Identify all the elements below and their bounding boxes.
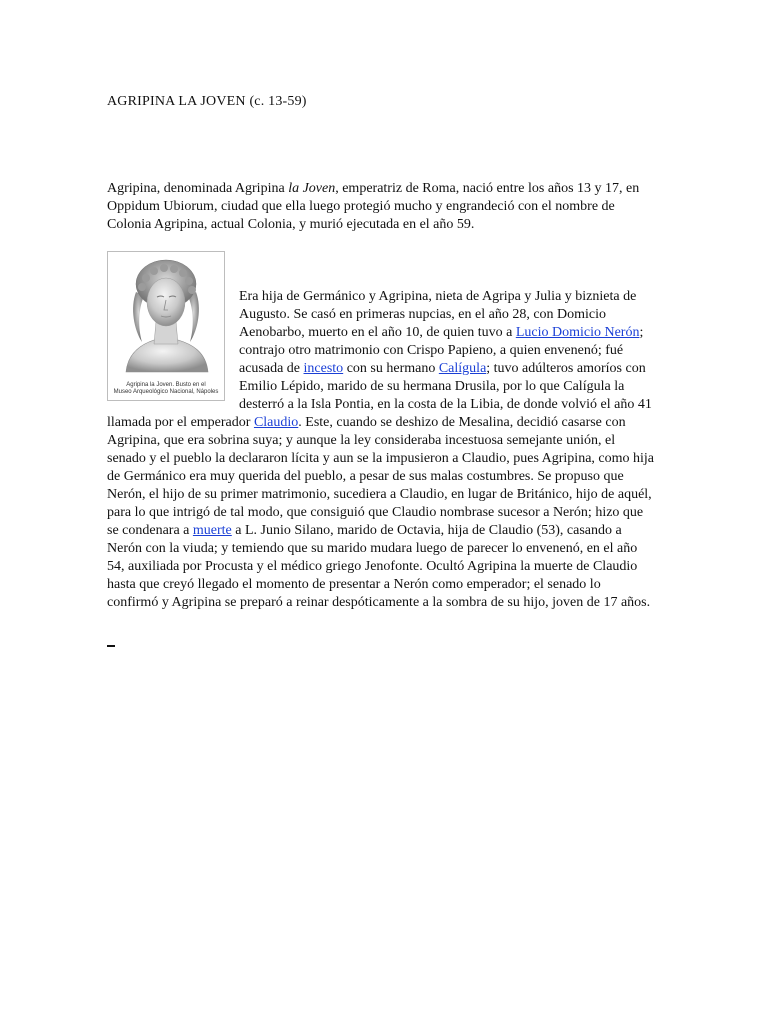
bust-figure xyxy=(107,251,225,401)
biography-section xyxy=(107,251,655,612)
body-text-2: ; contrajo otro matrimonio con Crispo Papieno, a quien envenenó; fué acusada de xyxy=(239,325,644,376)
body-text-5: . Este, cuando se deshizo de Mesalina, decidió casarse con Agripina, que era sobrina suya; y aunque la ley consideraba incestuosa semejante unión, el senado y el pueblo la declararon lícita y aun se la impusieron a Claudio, pues Agripina, como hija de Germánico era muy querida del pueblo, a pesar de sus malas costumbres. Se propuso que Nerón, el hijo de su primer matrimonio, sucediera a Claudio, en lugar de Británico, hijo de aquél, para lo que intrigó de tal modo, que consiguió que Claudio nombrase sucesor a Nerón; hizo que se condenara a xyxy=(107,415,655,538)
caption-line-1: Agripina la Joven. Busto en el xyxy=(126,382,206,388)
link-claudio[interactable]: Claudio xyxy=(253,415,299,430)
intro-text-2: , emperatriz de Roma, nació entre los años 13 y 17, en Oppidum Ubiorum, ciudad que ella luego protegió mucho y engrandeció con el nombre de Colonia Agripina, actual Colonia, y murió ejecutada en el año 59. xyxy=(107,181,640,232)
link-lucio-domicio-neron[interactable]: Lucio Domicio Nerón xyxy=(515,325,640,340)
body-text-6: a L. Junio Silano, marido de Octavia, hija de Claudio (53), casando a Nerón con la viuda; y temiendo que su marido mudara luego de parecer lo envenenó, en el año 54, auxiliada por Procusta y el médico griego Jenofonte. Ocultó Agripina la muerte de Claudio hasta que creyó llegado el momento de presentar a Nerón como emperador; el senado lo confirmó y Agripina se preparó a reinar despóticamente a la sombra de su hijo, joven de 17 años. xyxy=(107,523,651,610)
link-incesto[interactable]: incesto xyxy=(303,361,344,376)
marble-bust-image xyxy=(108,252,224,380)
intro-text-1: Agripina, denominada Agripina xyxy=(107,181,289,196)
link-caligula[interactable]: Calígula xyxy=(438,361,487,376)
intro-paragraph xyxy=(107,180,655,234)
body-text-4: ; tuvo adúlteros amoríos con Emilio Lépido, marido de su hermana Drusila, por lo que Calígula la desterró a la Isla Pontia, en la costa de la Libia, de donde volvió el año 41 llamada por el emperador xyxy=(107,361,652,430)
caption-line-2: Museo Arqueológico Nacional, Nápoles xyxy=(113,389,219,395)
intro-italic: la Joven xyxy=(288,181,336,196)
figure-caption xyxy=(111,382,221,396)
link-muerte[interactable]: muerte xyxy=(192,523,232,538)
document-title: AGRIPINA LA JOVEN (c. 13-59) xyxy=(107,94,307,109)
body-text-3: con su hermano xyxy=(343,361,439,376)
text-cursor xyxy=(107,645,115,647)
body-text-1: Era hija de Germánico y Agripina, nieta de Agripa y Julia y biznieta de Augusto. Se casó en primeras nupcias, en el año 28, con Domicio Aenobarbo, muerto en el año 10, de quien tuvo a xyxy=(239,289,637,340)
